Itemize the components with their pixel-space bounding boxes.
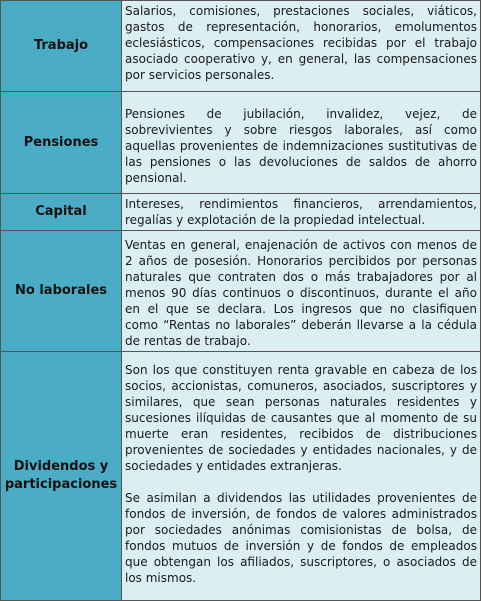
category-cell: Dividendos y participaciones <box>1 352 122 601</box>
description-text: Intereses, rendimientos financieros, arrendamientos, regalías y explotación de la propiedad intelectual. <box>125 197 477 227</box>
category-cell: Capital <box>1 194 122 231</box>
description-cell <box>122 1 481 92</box>
table-row-trabajo <box>1 1 481 92</box>
description-cell <box>122 194 481 231</box>
description-text: Se asimilan a dividendos las utilidades provenientes de fondos de inversión, de fondos de valores administrados por sociedades anónimas comisionistas de bolsa, de fondos mutuos de inversión y de fondos de empleados que obtengan los afiliados, suscriptores, o asociados de los mismos. <box>125 491 477 585</box>
description-cell <box>122 231 481 352</box>
category-cell: No laborales <box>1 231 122 352</box>
description-cell <box>122 352 481 601</box>
category-cell: Pensiones <box>1 92 122 194</box>
category-cell: Trabajo <box>1 1 122 92</box>
description-text: Son los que constituyen renta gravable en cabeza de los socios, accionistas, comuneros, asociados, suscriptores y similares, que sean personas naturales residentes y sucesiones ilíquidas de causantes que al momento de su muerte eran residentes, recibidos de distribuciones provenientes de sociedades y entidades nacionales, y de sociedades y entidades extranjeras. <box>125 363 477 473</box>
table-row-no-laborales <box>1 231 481 352</box>
table-row-pensiones <box>1 92 481 194</box>
table-row-capital <box>1 194 481 231</box>
description-text: Ventas en general, enajenación de activos con menos de 2 años de posesión. Honorarios percibidos por personas naturales que contraten dos o más trabajadores por al menos 90 días continuos o discontinuos, durante el año en el que se declara. Los ingresos que no clasifiquen como “Rentas no laborales” deberán llevarse a la cédula de rentas de trabajo. <box>125 238 477 348</box>
description-text: Pensiones de jubilación, invalidez, vejez, de sobrevivientes y sobre riesgos laborales, así como aquellas provenientes de indemnizaciones sustitutivas de las pensiones o las devoluciones de saldos de ahorro pensional. <box>125 107 477 185</box>
description-text: Salarios, comisiones, prestaciones sociales, viáticos, gastos de representación, honorarios, emolumentos eclesiásticos, compensaciones recibidas por el trabajo asociado cooperativo y, en general, las compensaciones por servicios personales. <box>125 4 477 82</box>
table-row-dividendos <box>1 352 481 601</box>
description-cell <box>122 92 481 194</box>
